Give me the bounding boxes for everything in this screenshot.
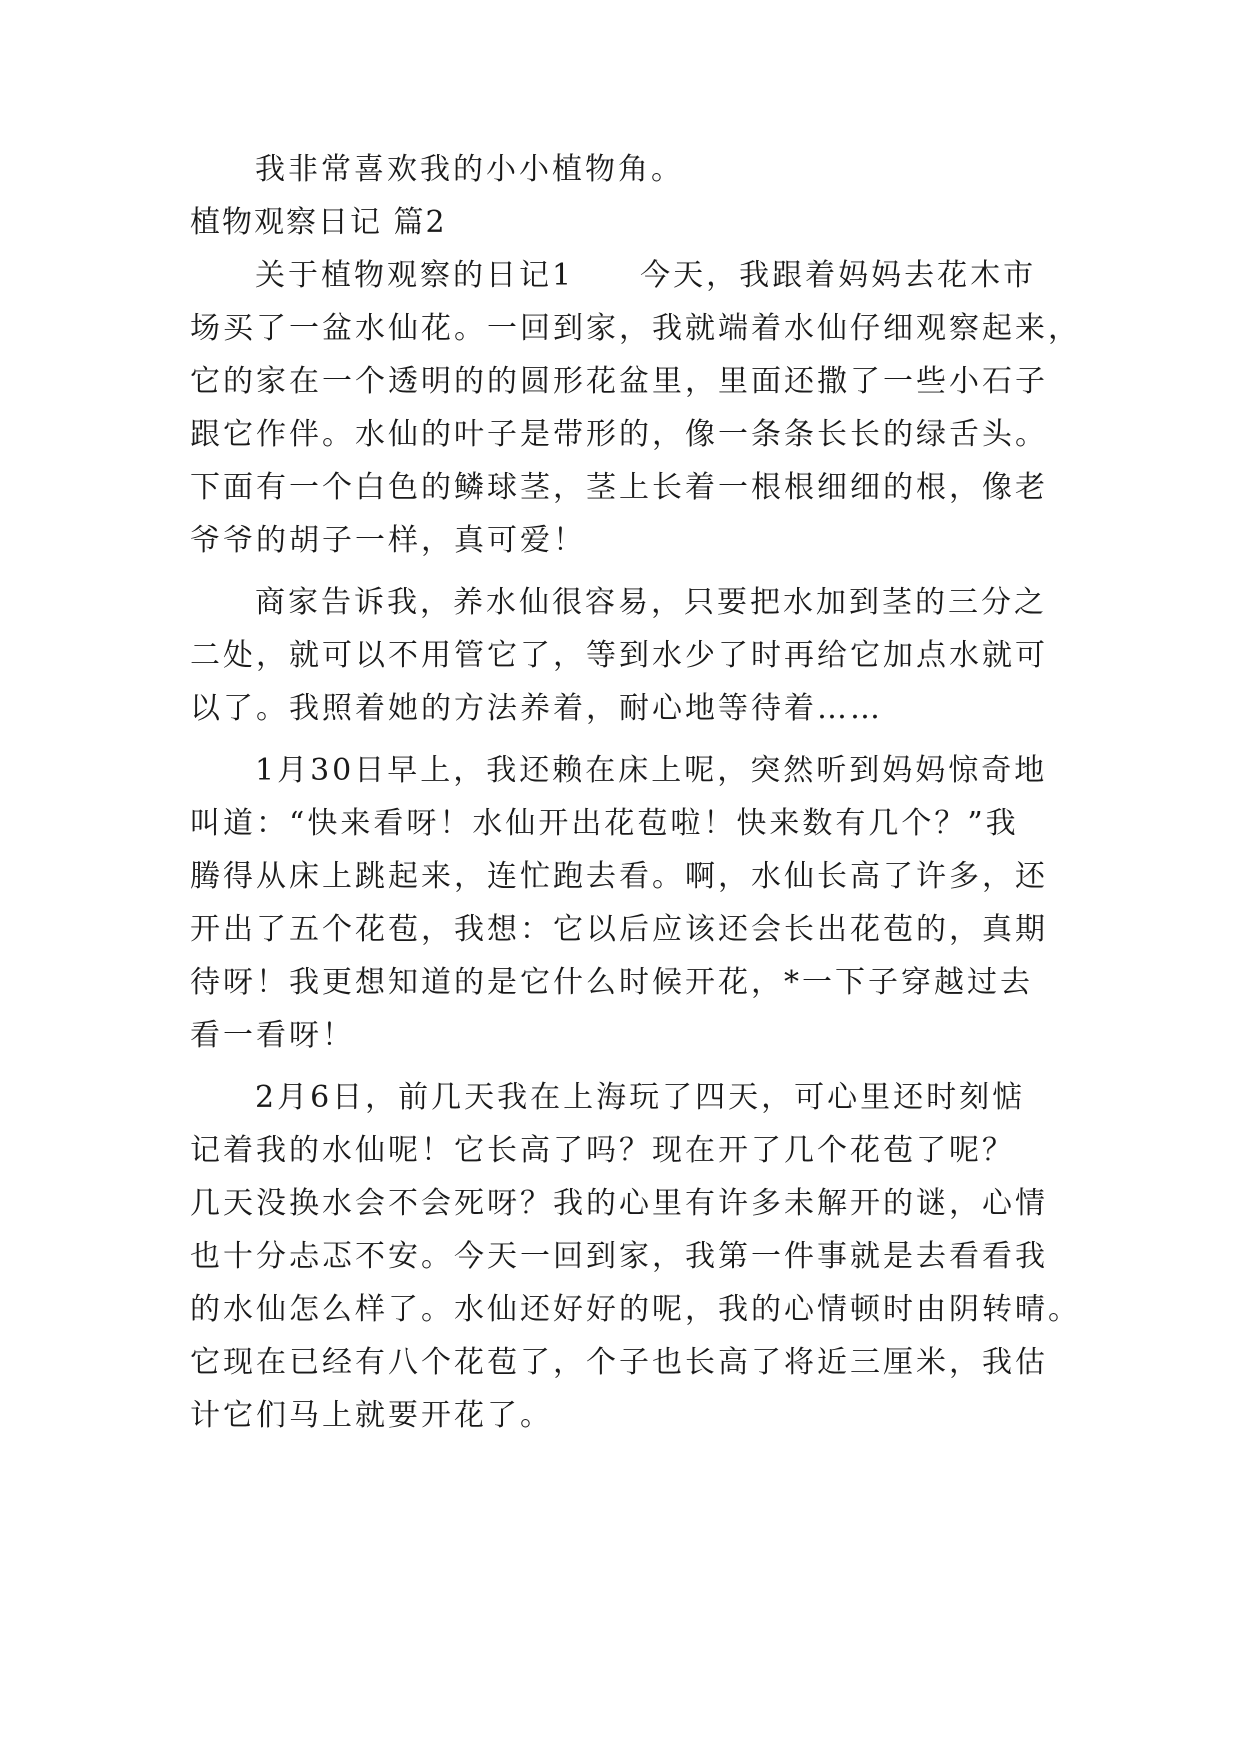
text-line: 商家告诉我，养水仙很容易，只要把水加到茎的三分之 bbox=[255, 585, 1047, 620]
text-line: 记着我的水仙呢！它长高了吗？现在开了几个花苞了呢？ bbox=[190, 1133, 1015, 1168]
text-line: 场买了一盆水仙花。一回到家，我就端着水仙仔细观察起来， bbox=[190, 311, 1081, 346]
text-line: 几天没换水会不会死呀？我的心里有许多未解开的谜，心情 bbox=[190, 1186, 1048, 1221]
text-line: 它的家在一个透明的的圆形花盆里，里面还撒了一些小石子 bbox=[190, 364, 1048, 399]
text-line: 二处，就可以不用管它了，等到水少了时再给它加点水就可 bbox=[190, 638, 1048, 673]
text-line: 计它们马上就要开花了。 bbox=[190, 1398, 553, 1433]
text-line: 腾得从床上跳起来，连忙跑去看。啊，水仙长高了许多，还 bbox=[190, 859, 1048, 894]
text-line: 待呀！我更想知道的是它什么时候开花，*一下子穿越过去 bbox=[190, 965, 1033, 1000]
text-line: 开出了五个花苞，我想：它以后应该还会长出花苞的，真期 bbox=[190, 912, 1048, 947]
section-title: 植物观察日记 篇2 bbox=[190, 205, 447, 240]
text-line: 关于植物观察的日记1 今天，我跟着妈妈去花木市 bbox=[255, 258, 1037, 293]
text-line: 叫道：“快来看呀！水仙开出花苞啦！快来数有几个？”我 bbox=[190, 806, 1019, 841]
text-line: 下面有一个白色的鳞球茎，茎上长着一根根细细的根，像老 bbox=[190, 470, 1048, 505]
text-line: 爷爷的胡子一样，真可爱！ bbox=[190, 523, 586, 558]
text-line: 跟它作伴。水仙的叶子是带形的，像一条条长长的绿舌头。 bbox=[190, 417, 1048, 452]
text-line: 我非常喜欢我的小小植物角。 bbox=[255, 152, 684, 187]
text-line: 也十分忐忑不安。今天一回到家，我第一件事就是去看看我 bbox=[190, 1239, 1048, 1274]
text-line: 的水仙怎么样了。水仙还好好的呢，我的心情顿时由阴转晴。 bbox=[190, 1292, 1081, 1327]
text-line: 1月30日早上，我还赖在床上呢，突然听到妈妈惊奇地 bbox=[255, 753, 1048, 788]
text-line: 2月6日，前几天我在上海玩了四天，可心里还时刻惦 bbox=[255, 1080, 1026, 1115]
text-line: 它现在已经有八个花苞了，个子也长高了将近三厘米，我估 bbox=[190, 1345, 1048, 1380]
text-line: 看一看呀！ bbox=[190, 1018, 355, 1053]
text-line: 以了。我照着她的方法养着，耐心地等待着…… bbox=[190, 691, 883, 726]
